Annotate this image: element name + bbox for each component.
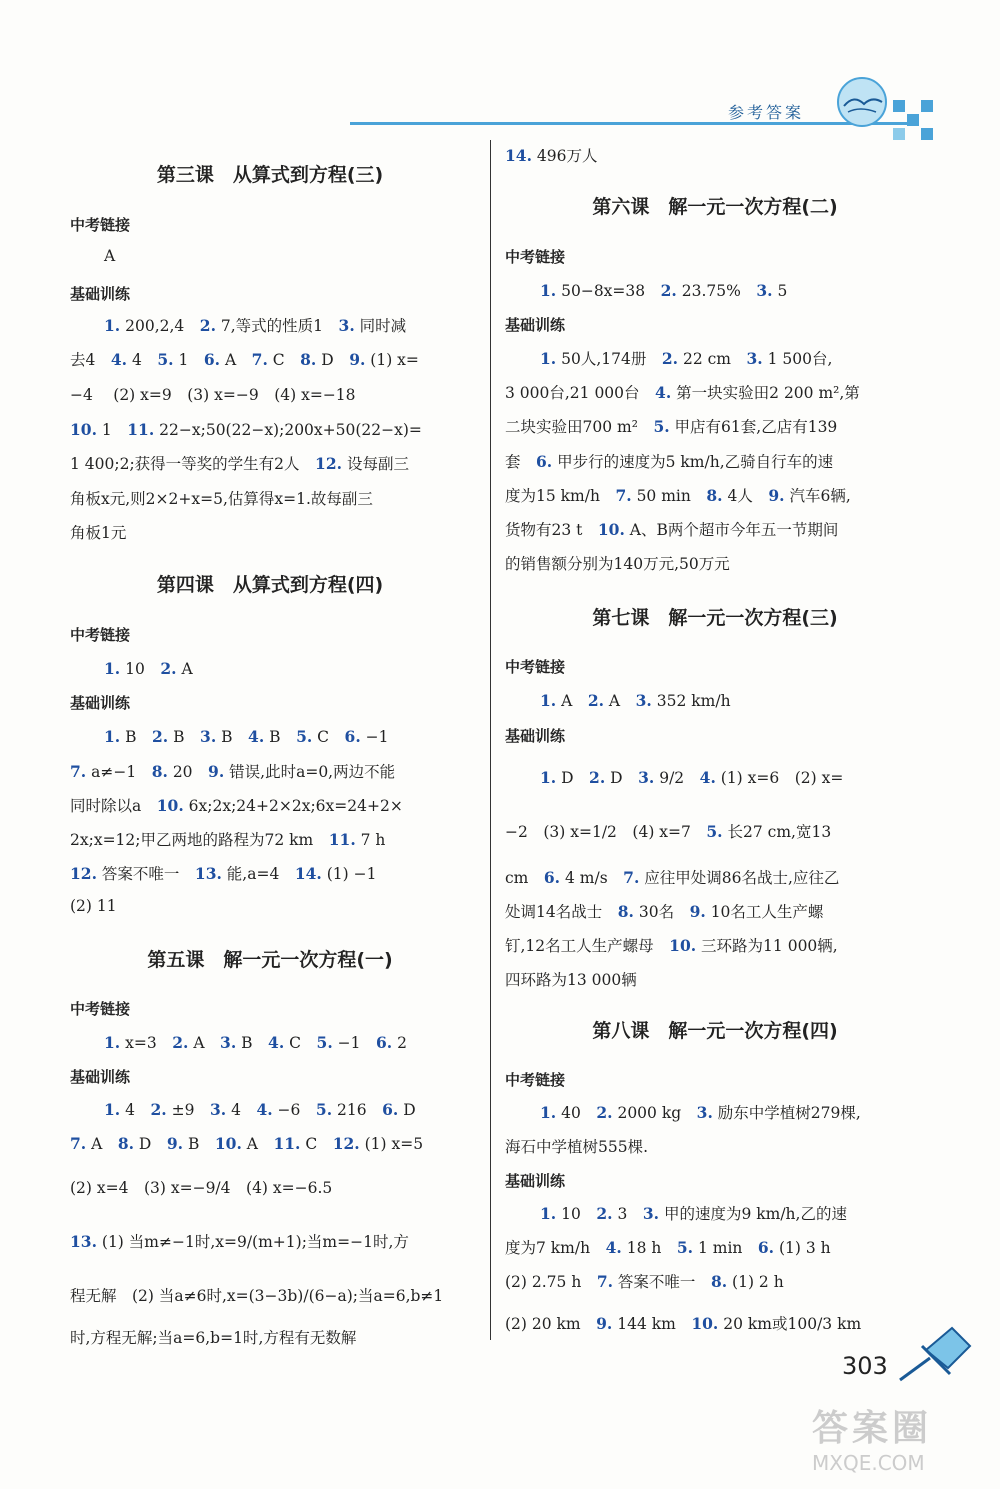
section-head-zhongkao: 中考链接 [70,216,131,234]
answer-line: 海石中学植树555棵. [505,1138,649,1156]
question-number: 2. [589,768,606,787]
answer-line: 套 6. 甲步行的速度为5 km/h,乙骑自行车的速 [505,452,834,471]
answer-line: 程无解 (2) 当a≠6时,x=(3−3b)/(6−a);当a=6,b≠1 [70,1287,444,1305]
answer-line: 10. 1 11. 22−x;50(22−x);200x+50(22−x)= [70,420,422,439]
question-number: 9. [768,486,785,505]
answer-line: 2x;x=12;甲乙两地的路程为72 km 11. 7 h [70,830,386,849]
answer-line: 二块实验田700 m² 5. 甲店有61套,乙店有139 [505,417,838,436]
answer-line: (2) x=4 (3) x=−9/4 (4) x=−6.5 [70,1179,333,1197]
question-number: 6. [543,868,561,887]
question-number: 11. [127,420,155,439]
question-number: 3. [638,768,655,787]
lesson-title: 第四课 从算式到方程(四) [156,574,384,596]
question-number: 1. [540,349,557,368]
answer-line: 去4 4. 4 5. 1 6. A 7. C 8. D 9. (1) x= [70,350,419,369]
question-number: 1. [104,1100,121,1119]
question-number: 1. [540,691,557,710]
question-number: 4. [256,1100,273,1119]
question-number: 7. [251,350,268,369]
question-number: 7. [615,486,632,505]
section-head-jichu: 基础训练 [505,1172,566,1190]
answer-line: 度为7 km/h 4. 18 h 5. 1 min 6. (1) 3 h [505,1238,831,1257]
question-number: 14. [505,146,532,165]
question-number: 9. [349,350,366,369]
question-number: 3. [746,349,763,368]
question-number: 12. [70,864,97,883]
question-number: 6. [757,1238,775,1257]
section-head-zhongkao: 中考链接 [70,626,131,644]
question-number: 6. [344,727,361,746]
column-divider [490,140,491,1340]
watermark-text: 答案圈 [812,1408,933,1449]
question-number: 9. [596,1314,613,1333]
question-number: 3. [200,727,217,746]
question-number: 7. [70,1134,87,1153]
answer-line: 角板x元,则2×2+x=5,估算得x=1.故每副三 [70,490,373,508]
question-number: 7. [623,868,640,887]
question-number: 3. [642,1204,660,1223]
question-number: 8. [300,350,317,369]
question-number: 10. [669,936,697,955]
question-number: 4. [605,1238,622,1257]
answer-line: 1. 10 2. A [104,659,193,678]
question-number: 5. [676,1238,694,1257]
answer-line: 1. 40 2. 2000 kg 3. 励东中学植树279棵, [540,1103,861,1122]
answer-line: 1. A 2. A 3. 352 km/h [540,691,731,710]
question-number: 5. [316,1033,333,1052]
answer-line: 同时除以a 10. 6x;2x;24+2×2x;6x=24+2× [70,796,403,815]
answer-line: 1 400;2;获得一等奖的学生有2人 12. 设每副三 [70,454,409,473]
question-number: 2. [150,1100,167,1119]
question-number: 2. [596,1204,613,1223]
question-number: 6. [536,452,553,471]
question-number: 1. [540,281,557,300]
page-number: 303 [842,1352,888,1380]
answer-line: 3 000台,21 000台 4. 第一块实验田2 200 m²,第 [505,383,860,402]
answer-line: (2) 20 km 9. 144 km 10. 20 km或100/3 km [505,1314,862,1333]
watermark-url: MXQE.COM [812,1451,925,1475]
question-number: 1. [104,1033,121,1052]
question-number: 5. [653,417,670,436]
pushpin-icon [890,1320,980,1390]
question-number: 11. [328,830,356,849]
answer-line: 1. B 2. B 3. B 4. B 5. C 6. −1 [104,727,389,746]
section-head-jichu: 基础训练 [70,285,131,303]
question-number: 10. [691,1314,719,1333]
question-number: 13. [70,1232,97,1251]
question-number: 6. [376,1033,393,1052]
question-number: 9. [689,902,706,921]
answer-line: 1. D 2. D 3. 9/2 4. (1) x=6 (2) x= [540,768,844,787]
question-number: 3. [220,1033,237,1052]
answer-line: 1. x=3 2. A 3. B 4. C 5. −1 6. 2 [104,1033,407,1052]
question-number: 8. [117,1134,134,1153]
header-label: 参考答案 [728,103,805,122]
answer-line: 钉,12名工人生产螺母 10. 三环路为11 000辆, [505,936,838,955]
lesson-title: 第三课 从算式到方程(三) [156,164,384,186]
question-number: 2. [587,691,604,710]
question-number: 3. [209,1100,227,1119]
question-number: 5. [706,822,723,841]
answer-line: cm 6. 4 m/s 7. 应往甲处调86名战士,应往乙 [505,868,840,887]
header-rule [350,122,910,125]
question-number: 1. [104,659,121,678]
section-head-zhongkao: 中考链接 [70,1000,131,1018]
header-squares-decoration [893,100,935,142]
answer-line: 度为15 km/h 7. 50 min 8. 4人 9. 汽车6辆, [505,486,851,505]
question-number: 8. [706,486,723,505]
lesson-title: 第六课 解一元一次方程(二) [592,196,838,218]
question-number: 12. [332,1134,360,1153]
question-number: 2. [172,1033,189,1052]
question-number: 9. [208,762,225,781]
question-number: 6. [203,350,221,369]
answer-line: 时,方程无解;当a=6,b=1时,方程有无数解 [70,1329,357,1347]
answer-line: 1. 4 2. ±9 3. 4 4. −6 5. 216 6. D [104,1100,416,1119]
question-number: 2. [661,349,679,368]
question-number: 1. [540,768,557,787]
question-number: 3. [635,691,652,710]
question-number: 2. [152,727,169,746]
answer-line: 7. a≠−1 8. 20 9. 错误,此时a=0,两边不能 [70,762,396,781]
answer-line: 角板1元 [70,524,127,542]
watermark-logo [812,1400,982,1485]
answer-line: 1. 50−8x=38 2. 23.75% 3. 5 [540,281,788,300]
question-number: 4. [110,350,128,369]
answer-line: 13. (1) 当m≠−1时,x=9/(m+1);当m=−1时,方 [70,1232,409,1251]
lesson-title: 第五课 解一元一次方程(一) [147,949,393,971]
section-head-jichu: 基础训练 [505,316,566,334]
answer-line: (2) 2.75 h 7. 答案不唯一 8. (1) 2 h [505,1272,784,1291]
answer-line: A [104,247,116,265]
question-number: 1. [540,1103,557,1122]
answer-line: 1. 10 2. 3 3. 甲的速度为9 km/h,乙的速 [540,1204,847,1223]
section-head-jichu: 基础训练 [505,727,566,745]
answer-line: 货物有23 t 10. A、B两个超市今年五一节期间 [505,520,839,539]
question-number: 4. [268,1033,285,1052]
answer-line: 处调14名战士 8. 30名 9. 10名工人生产螺 [505,902,824,921]
question-number: 1. [104,316,121,335]
lesson-title: 第八课 解一元一次方程(四) [592,1020,838,1042]
question-number: 8. [710,1272,728,1291]
question-number: 10. [156,796,184,815]
question-number: 3. [338,316,355,335]
question-number: 10. [70,420,97,439]
question-number: 4. [655,383,672,402]
answer-line: 1. 50人,174册 2. 22 cm 3. 1 500台, [540,349,833,368]
section-head-zhongkao: 中考链接 [505,1071,566,1089]
question-number: 11. [273,1134,301,1153]
question-number: 2. [199,316,216,335]
header-logo-icon [830,72,894,128]
question-number: 2. [660,281,677,300]
question-number: 1. [540,1204,557,1223]
section-head-jichu: 基础训练 [70,694,131,712]
section-head-zhongkao: 中考链接 [505,658,566,676]
question-number: 5. [296,727,313,746]
answer-line: 7. A 8. D 9. B 10. A 11. C 12. (1) x=5 [70,1134,424,1153]
question-number: 2. [160,659,177,678]
question-number: 14. [294,864,322,883]
question-number: 6. [382,1100,399,1119]
question-number: 13. [194,864,222,883]
answer-line: (2) 11 [70,897,117,915]
question-number: 3. [756,281,773,300]
question-number: 4. [699,768,716,787]
section-head-zhongkao: 中考链接 [505,248,566,266]
question-number: 5. [315,1100,333,1119]
answer-line: −4 (2) x=9 (3) x=−9 (4) x=−18 [70,386,356,404]
question-number: 4. [248,727,265,746]
lesson-title: 第七课 解一元一次方程(三) [592,607,838,629]
answer-line: −2 (3) x=1/2 (4) x=7 5. 长27 cm,宽13 [505,822,832,841]
answer-line: 12. 答案不唯一 13. 能,a=4 14. (1) −1 [70,864,377,883]
question-number: 5. [157,350,174,369]
question-number: 7. [70,762,87,781]
answer-line: 14. 496万人 [505,146,598,165]
question-number: 12. [315,454,343,473]
question-number: 2. [596,1103,613,1122]
answer-line: 的销售额分别为140万元,50万元 [505,555,730,573]
question-number: 8. [151,762,168,781]
answer-line: 1. 200,2,4 2. 7,等式的性质1 3. 同时减 [104,316,407,335]
question-number: 10. [214,1134,242,1153]
question-number: 1. [104,727,121,746]
question-number: 3. [696,1103,713,1122]
question-number: 8. [617,902,634,921]
question-number: 9. [166,1134,184,1153]
section-head-jichu: 基础训练 [70,1068,131,1086]
answer-line: 四环路为13 000辆 [505,971,637,989]
question-number: 7. [596,1272,613,1291]
question-number: 10. [597,520,625,539]
